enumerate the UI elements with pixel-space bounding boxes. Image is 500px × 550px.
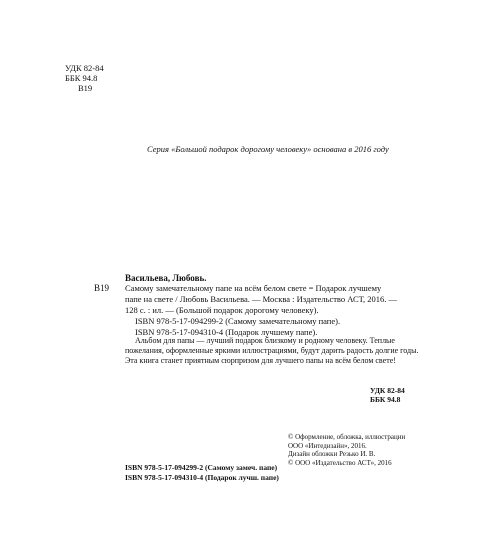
copyright-block [288,433,405,467]
bbk-code-right: ББК 94.8 [370,395,401,404]
copyright-line: ООО «Интедизайн», 2016. [288,441,367,450]
biblio-line: 128 с. : ил. — (Большой подарок дорогому человеку). [125,305,319,315]
biblio-line: папе на свете / Любовь Васильева. — Москва : Издательство АСТ, 2016. — [125,294,397,304]
author-mark: В19 [78,83,93,93]
author-name: Васильева, Любовь. [125,273,207,283]
copyright-line: © Оформление, обложка, иллюстрации [288,433,406,441]
copyright-line: © ООО «Издательство АСТ», 2016 [288,458,392,467]
biblio-isbn-line: ISBN 978-5-17-094310-4 (Подарок лучшему папе). [135,327,318,337]
copyright-line: Дизайн обложки Резько И. В. [288,450,376,458]
annotation [125,336,455,366]
annotation-line: Эта книга станет приятным сюрпризом для лучшего папы на всём белом свете! [125,356,396,365]
isbn-line: ISBN 978-5-17-094310-4 (Подарок лучш. папе) [125,473,279,482]
classification-block [65,63,104,93]
bibliographic-record [125,283,397,338]
udk-code: УДК 82-84 [65,63,104,73]
annotation-line: Альбом для папы — лучший подарок близкому и родному человеку. Теплые [135,336,395,345]
annotation-line: пожелания, оформленные яркими иллюстрациями, будут дарить радость долгие годы. [125,346,419,355]
udk-code-right: УДК 82-84 [370,386,405,395]
classification-right [370,386,405,404]
author-mark-left: В19 [94,283,110,293]
biblio-isbn-line: ISBN 978-5-17-094299-2 (Самому замечательному папе). [135,316,341,326]
series-note: Серия «Большой подарок дорогому человеку» основана в 2016 году [147,144,389,154]
biblio-line: Самому замечательному папе на всём белом свете = Подарок лучшему [125,283,382,293]
bbk-code: ББК 94.8 [65,73,98,83]
isbn-line: ISBN 978-5-17-094299-2 (Самому замеч. папе) [125,463,278,472]
isbn-block [125,463,279,483]
